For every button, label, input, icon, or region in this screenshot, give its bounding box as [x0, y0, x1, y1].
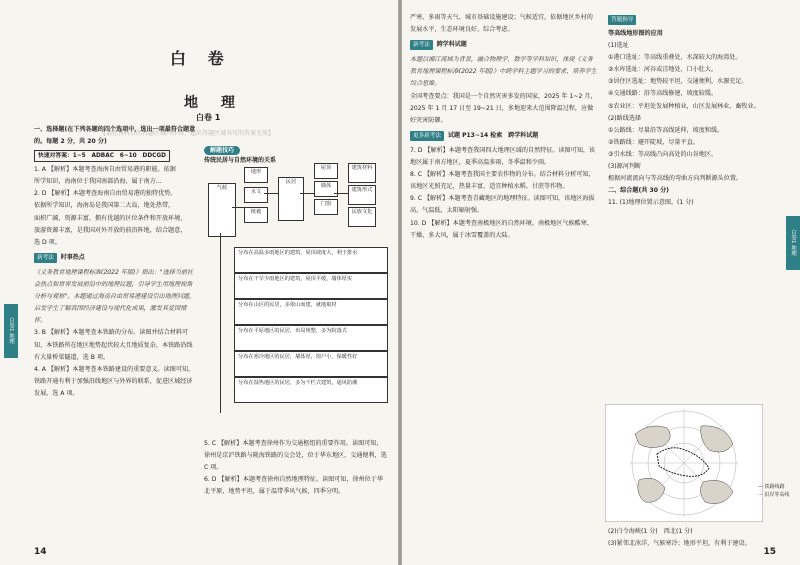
guide-line-7: (2)路线选择: [608, 114, 642, 122]
answer-1-cont: 所学知识，海南位于我国南部沿海，属于南方...: [34, 178, 162, 186]
volume-title: 白卷 1: [196, 113, 221, 122]
map-answers: [608, 526, 784, 550]
more-method-tag: 更多新考法: [410, 131, 444, 141]
relationship-diagram: [204, 137, 388, 433]
more-method-text: 试题 P13~14 检索 跨学科试题: [447, 131, 539, 139]
node-dwelling: 民居: [278, 177, 304, 221]
arctic-map: [605, 404, 763, 522]
diagram-note-4: 分布在平原地区的民居，布局规整，多为院落式: [234, 325, 388, 351]
answer-area-note: 【请在各科目的答题区域内作答，超出答题区域书写的答案无效】: [100, 130, 275, 137]
hot-topic-text: 《义务教育地理课程标准(2022 年版)》指出："选择当前社会热点和世界发展前沿中的地理议题，引导学生用地理视角分析与观察"。本题通过海南自由贸易港建设引出地理问题，启发学生了解我国经济建设与现代化成果，激发其爱国情怀。: [34, 268, 196, 325]
answer-2: 2. D 【解析】本题考查海南自由贸易港的独特优势。: [34, 190, 177, 198]
map-legend: [758, 483, 789, 499]
answer-8: 8. C 【解析】本题考查我国主要农作物的分布。结合材料分析可知，该地区光照充足，热量丰富，适宜种植水稻、甘蔗等作物。: [410, 171, 595, 191]
diagram-note-3: 分布在山区的民居，多依山而建，就地取材: [234, 299, 388, 325]
answer-3: 3. B 【解析】本题考查本铁路的分布。读图并结合材料可知，本铁路所在地区地势起伏较大且地质复杂，本铁路沿线有大量桥梁隧道，选 B 项。: [34, 329, 193, 361]
left-column-2-bottom: [204, 438, 388, 498]
answer-5: 5. C 【解析】本题考查徐州作为交通枢纽的重要作用。读图可知，徐州是京沪铁路与陇海铁路的交会处，位于华东地区，交通便利，选 C 项。: [204, 440, 387, 472]
question-11: 11. (1)地理位置示意图。(1 分): [608, 199, 694, 207]
guide-line-6: ⑤农业区：平坦处发展种植业，山区发展林业、畜牧业。: [608, 102, 760, 110]
answer-2-cont-c: 旅游资源丰富，是我国对外开放的前沿阵地，结合题意，: [34, 226, 187, 234]
connector: [300, 193, 314, 194]
guide-bar: [608, 15, 784, 25]
new-method-tag-right: 新考法: [410, 40, 433, 50]
left-column-1: [34, 124, 198, 400]
map-answer-2: (3)紧邻北冰洋，气候寒冷；地形平坦，有利于建设。: [608, 540, 751, 548]
diagram-note-6: 分布在湿热地区的民居，多为干栏式建筑，通风防潮: [234, 377, 388, 403]
node-form: 建筑形式: [348, 185, 376, 205]
node-roof: 屋顶: [314, 163, 338, 179]
left-page-number: 14: [34, 547, 47, 557]
node-culture: 民族文化: [348, 207, 376, 227]
cross-subject-bar: [410, 39, 598, 51]
guide-line-3: ②水库选址：河谷或洼地处，口小肚大。: [608, 66, 718, 74]
guide-line-12: 根据河流流向与等高线的弯曲方向判断源头位置。: [608, 175, 743, 183]
answer-10: 10. D 【解析】本题考查南极地区的自然环境。南极地区气候酷寒、干燥、多大风，属于冰雪覆盖的大陆。: [410, 219, 593, 239]
node-window: 门窗: [314, 199, 338, 215]
left-page: [0, 0, 398, 565]
answer-2-cont-d: 选 D 项。: [34, 238, 61, 246]
diagram-note-2: 分布在干旱少雨地区的建筑，屋顶平缓，墙体厚实: [234, 273, 388, 299]
right-column-2: [608, 12, 784, 209]
map-answer-1: (2)白令海峡(1 分) 西北(1 分): [608, 528, 693, 535]
section-2-heading: 二、综合题(共 30 分): [608, 187, 669, 195]
quick-answer-box: 快速对答案：1~5 ADBAC 6~10 DDCGD: [34, 150, 170, 162]
guide-line-2: ①港口选址：等高线重叠处，水深较大的海湾处。: [608, 54, 742, 62]
guide-line-10: ③引水线：等高线凸向高处的山谷地区。: [608, 150, 718, 158]
guide-tag: 答题指导: [608, 15, 636, 25]
node-terrain: 地形: [244, 167, 268, 183]
connector: [232, 207, 244, 208]
guide-line-4: ③居住区选址：地势较平坦，交通便利，水源充足。: [608, 78, 748, 86]
legend-railway: — 铁路线路: [758, 484, 785, 490]
more-method-bar: [410, 130, 598, 142]
connector: [334, 193, 348, 194]
cross-subject-text: 本题以湘江流域为背景，融合物理学、数学等学科知识，体现《义务教育地理课程标准(2022 年版)》中跨学科主题学习的要求，培养学生综合思维。: [410, 56, 597, 88]
new-method-tag: 新考法: [34, 253, 57, 263]
node-hydro: 水文: [244, 187, 268, 203]
subject-title: 地 理: [184, 95, 244, 111]
answer-2-cont-b: 面积广阔，资源丰富，拥有优越的区位条件和开放环境，: [34, 214, 187, 222]
right-page: [402, 0, 800, 565]
diagram-title: 传统民居与自然环境的关系: [204, 157, 277, 164]
diagram-note-1: 分布在高温多雨地区的建筑，屋顶坡度大，利于排水: [234, 247, 388, 273]
answer-9: 9. C 【解析】本题考查青藏地区的地理特征。读图可知，该地区海拔高，气温低，太阳辐射强。: [410, 195, 595, 215]
answer-2-cont-a: 依据所学知识，海南岛是我国第二大岛，地处热带，: [34, 202, 175, 210]
guide-line-9: ②铁路线：避开陡坡，尽量平直。: [608, 138, 699, 146]
hot-points-text: 全国考查要点：我国是一个自然灾害多发的国家，2025 年 1~2 月，2025 年 1 月 17 日至 19~21 日，多地迎来大范围降温过程，应做好灾害防御。: [410, 92, 597, 124]
connector: [264, 193, 278, 194]
answer-7: 7. D 【解析】本题考查我国四大地理区域的自然特征。读图可知，该地区属于南方地区，夏季高温多雨，冬季温和少雨。: [410, 146, 596, 167]
left-side-tab: 白卷1 地理: [4, 304, 18, 358]
answer-6: 6. D 【解析】本题考查徐州自然地理特征。读图可知，徐州位于华北平原，地势平坦，属于温带季风气候，四季分明。: [204, 476, 383, 496]
answer-4: 4. A 【解析】本题考查本铁路建设的重要意义。读图可知，铁路开通有利于加强沿线地区与外界的联系，促进区域经济发展，选 A 项。: [34, 365, 195, 397]
node-wall: 墙体: [314, 181, 338, 197]
legend-contour: ··· 沿岸等高线: [758, 492, 790, 498]
node-materials: 建筑材料: [348, 163, 376, 183]
diagram-note-5: 分布在寒冷地区的民居，墙体厚，窗户小，保暖性好: [234, 351, 388, 377]
right-page-number: 15: [763, 547, 776, 557]
cross-subject-title: 跨学科试题: [436, 41, 467, 49]
guide-line-8: ①公路线：尽量沿等高线延伸，坡度和缓。: [608, 126, 724, 134]
header-white-title: 白 卷: [170, 49, 232, 68]
tech-tag-wrap: [204, 137, 240, 156]
right-side-tab: 白卷1 地理: [786, 216, 800, 270]
guide-line-11: (3)源河判断: [608, 163, 642, 171]
hot-topic-bar: [34, 252, 198, 264]
section-heading: 一、选择题(在下列各题的四个选项中，选出一项最符合题意的。每题 2 分，共 20 分): [34, 126, 196, 146]
arctic-map-svg: [605, 404, 763, 522]
guide-line-1: (1)选址: [608, 42, 629, 50]
node-climate: 气候: [208, 183, 236, 237]
hot-topic-title: 时事热点: [60, 253, 85, 261]
right-intro: 严寒、多雨等天气、城市基础设施建设；气候适宜，依据地区乡村的发展水平，生态环境良好，综合考虑。: [410, 14, 593, 34]
tech-tag: 解题技巧: [204, 146, 240, 155]
guide-title: 等高线地形图的应用: [608, 30, 663, 37]
right-column-1: [410, 12, 598, 242]
answer-1: 1. A 【解析】本题考查海南自由贸易港的职能。依据: [34, 166, 176, 174]
node-vegetation: 植被: [244, 207, 268, 223]
connector-vertical: [220, 233, 221, 413]
guide-line-5: ④交通线路：沿等高线修建，坡度较缓。: [608, 90, 718, 98]
